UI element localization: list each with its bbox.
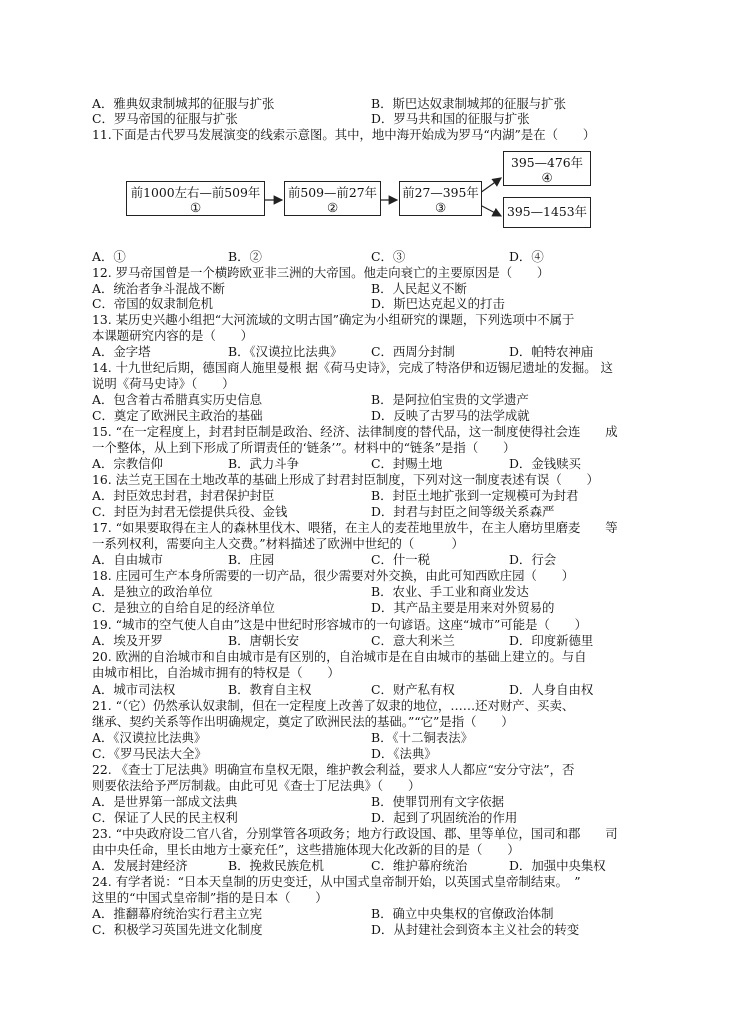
timeline-box-3-period: 前27—395年	[402, 185, 479, 200]
q16-option-b: B．封臣土地扩张到一定规模可为封君	[371, 488, 579, 503]
q18-option-d: D．其产品主要是用来对外贸易的	[371, 600, 555, 615]
q14-stem-line1: 14. 十九世纪后期，德国商人施里曼根 据《荷马史诗》，完成了特洛伊和迈锡尼遗址的发掘。 这	[92, 360, 613, 375]
q11-option-b: B．②	[228, 249, 262, 264]
q23-option-b: B．挽救民族危机	[228, 858, 324, 873]
q12-option-b: B．人民起义不断	[371, 281, 467, 296]
q15-stem-line2: 一个整体，从上到下形成了所谓责任的‘链条’”。材料中的“链条”是指（ ）	[92, 440, 516, 455]
q17-stem-line2: 一系列权利，需要向主人交费。”材料描述了欧洲中世纪的（ ）	[92, 536, 464, 551]
timeline-box-1-number: ①	[189, 200, 202, 215]
timeline-box-4-period: 395—476年	[510, 155, 584, 170]
q22-stem-line2: 则要依法给予严厉制裁。由此可见《查士丁尼法典》（ ）	[92, 778, 421, 793]
q21-option-c: C．《罗马民法大全》	[92, 746, 207, 761]
q24-option-a: A．推翻幕府统治实行君主立宪	[92, 906, 263, 921]
timeline-box-4	[503, 151, 591, 186]
q16-option-a: A．封臣效忠封君，封君保护封臣	[92, 488, 275, 503]
q24-option-c: C．积极学习英国先进文化制度	[92, 922, 263, 937]
q24-stem-line1: 24. 有学者说：“日本天皇制的历史变迁，从中国式皇帝制开始，以英国式皇帝制结束。 ”	[92, 874, 581, 889]
q21-option-b: B．《十二铜表法》	[371, 730, 474, 745]
q24-stem-line2: 这里的“中国式皇帝制”指的是日本（ ）	[92, 890, 328, 905]
q18-option-a: A．是独立的政治单位	[92, 584, 213, 599]
q16-option-d: D．封君与封臣之间等级关系森严	[371, 504, 555, 519]
q15-option-d: D．金钱赎买	[509, 456, 581, 471]
q14-option-c: C．奠定了欧洲民主政治的基础	[92, 408, 263, 423]
q22-stem-line1: 22. 《查士丁尼法典》明确宣布皇权无限，维护教会利益，要求人人都应“安分守法”，否	[92, 762, 575, 777]
timeline-box-5	[503, 197, 591, 228]
q16-stem: 16. 法兰克王国在土地改革的基础上形成了封君封臣制度，下列对这一制度表述有误（ ）	[92, 472, 599, 487]
q11-option-c: C．③	[371, 249, 406, 264]
q14-option-d: D．反映了古罗马的法学成就	[371, 408, 530, 423]
q13-option-d: D．帕特农神庙	[509, 344, 594, 359]
q12-option-a: A．统治者争斗混战不断	[92, 281, 225, 296]
q21-stem-line2: 继承、契约关系等作出明确规定，奠定了欧洲民法的基础。”“它”是指（ ）	[92, 714, 514, 729]
q13-stem-line2: 本课题研究内容的是（ ）	[92, 328, 254, 343]
q12-stem: 12. 罗马帝国曾是一个横跨欧亚非三洲的大帝国。他走向衰亡的主要原因是（ ）	[92, 265, 550, 280]
q20-option-a: A．城市司法权	[92, 682, 176, 697]
q14-option-a: A．包含着古希腊真实历史信息	[92, 392, 263, 407]
q17-stem-line1: 17. “如果要取得在主人的森林里伐木、喂猪，在主人的麦茬地里放牛，在主人磨坊里磨麦 等	[92, 520, 618, 535]
q10-option-b: B．斯巴达奴隶制城邦的征服与扩张	[371, 96, 566, 111]
q15-option-a: A．宗教信仰	[92, 456, 163, 471]
q18-option-c: C．是独立的自给自足的经济单位	[92, 600, 275, 615]
q22-option-c: C．保证了人民的民主权利	[92, 810, 238, 825]
q14-option-b: B．是阿拉伯宝贵的文学遗产	[371, 392, 529, 407]
timeline-box-1-period: 前1000左右—前509年	[130, 185, 261, 200]
q20-stem-line2: 由城市相比，自治城市拥有的特权是（ ）	[92, 665, 340, 680]
q21-option-a: A．《汉谟拉比法典》	[92, 730, 207, 745]
q12-option-c: C．帝国的奴隶制危机	[92, 296, 213, 311]
q17-option-b: B．庄园	[228, 552, 275, 567]
q13-stem-line1: 13. 某历史兴趣小组把“大河流域的文明古国”确定为小组研究的课题，下列选项中不属于	[92, 312, 575, 327]
timeline-box-3	[399, 181, 482, 216]
q21-stem-line1: 21. “（它）仍然承认奴隶制，但在一定程度上改善了奴隶的地位，……还对财产、买卖、	[92, 698, 575, 713]
q17-option-c: C．什一税	[371, 552, 431, 567]
q23-option-d: D．加强中央集权	[509, 858, 606, 873]
q10-option-c: C．罗马帝国的征服与扩张	[92, 111, 238, 126]
q11-stem: 11.下面是古代罗马发展演变的线索示意图。其中，地中海开始成为罗马“内湖”是在（ ）	[92, 127, 596, 142]
q15-option-b: B．武力斗争	[228, 456, 300, 471]
q13-option-c: C．西周分封制	[371, 344, 455, 359]
q23-option-a: A．发展封建经济	[92, 858, 188, 873]
q20-option-c: C．财产私有权	[371, 682, 455, 697]
q23-stem-line1: 23. “中央政府设二官八省，分别掌管各项政务；地方行政设国、郡、里等单位，国司和郡 司	[92, 826, 618, 841]
q24-option-d: D．从封建社会到资本主义社会的转变	[371, 922, 580, 937]
timeline-box-2-number: ②	[326, 200, 339, 215]
timeline-box-5-period: 395—1453年	[507, 204, 587, 219]
timeline-box-4-number: ④	[541, 170, 553, 185]
q17-option-a: A．自由城市	[92, 552, 163, 567]
q20-option-b: B．教育自主权	[228, 682, 312, 697]
q21-option-d: D．《法典》	[371, 746, 437, 761]
timeline-box-2-period: 前509—前27年	[288, 185, 377, 200]
q18-stem: 18. 庄园可生产本身所需要的一切产品，很少需要对外交换，由此可知西欧庄园（ ）	[92, 568, 575, 583]
q20-stem-line1: 20. 欧洲的自治城市和自由城市是有区别的，自治城市是在自由城市的基础上建立的。与自	[92, 649, 587, 664]
q19-option-c: C．意大利米兰	[371, 633, 455, 648]
q14-stem-line2: 说明《荷马史诗》（ ）	[92, 376, 235, 391]
q11-option-d: D．④	[509, 249, 544, 264]
q13-option-a: A．金字塔	[92, 344, 151, 359]
q22-option-b: B．使罪罚刑有文字依据	[371, 794, 505, 809]
q20-option-d: D．人身自由权	[509, 682, 594, 697]
q23-stem-line2: 由中央任命，里长由地方士豪充任”，这些措施体现大化改新的目的是（ ）	[92, 842, 520, 857]
q23-option-c: C．维护幕府统治	[371, 858, 468, 873]
q12-option-d: D．斯巴达克起义的打击	[371, 296, 505, 311]
timeline-box-2	[284, 181, 381, 216]
timeline-box-3-number: ③	[434, 200, 447, 215]
q15-option-c: C．封赐土地	[371, 456, 443, 471]
q22-option-a: A．是世界第一部成文法典	[92, 794, 238, 809]
q19-option-a: A．埃及开罗	[92, 633, 163, 648]
q22-option-d: D．起到了巩固统治的作用	[371, 810, 518, 825]
q15-stem-line1: 15. “在一定程度上，封君封臣制是政治、经济、法律制度的替代品，这一制度使得社会连 成	[92, 424, 618, 439]
q16-option-c: C．封臣为封君无偿提供兵役、金钱	[92, 504, 288, 519]
q19-option-b: B．唐朝长安	[228, 633, 300, 648]
q13-option-b: B．《汉谟拉比法典》	[228, 344, 343, 359]
q18-option-b: B．农业、手工业和商业发达	[371, 584, 529, 599]
q17-option-d: D．行会	[509, 552, 557, 567]
q19-option-d: D．印度新德里	[509, 633, 594, 648]
q11-option-a: A．①	[92, 249, 126, 264]
q19-stem: 19. “城市的空气使人自由”这是中世纪时形容城市的一句谚语。这座“城市”可能是（ ）	[92, 617, 588, 632]
q24-option-b: B．确立中央集权的官僚政治体制	[371, 906, 554, 921]
q10-option-d: D．罗马共和国的征服与扩张	[371, 111, 530, 126]
q10-option-a: A．雅典奴隶制城邦的征服与扩张	[92, 96, 275, 111]
timeline-box-1	[126, 181, 265, 216]
